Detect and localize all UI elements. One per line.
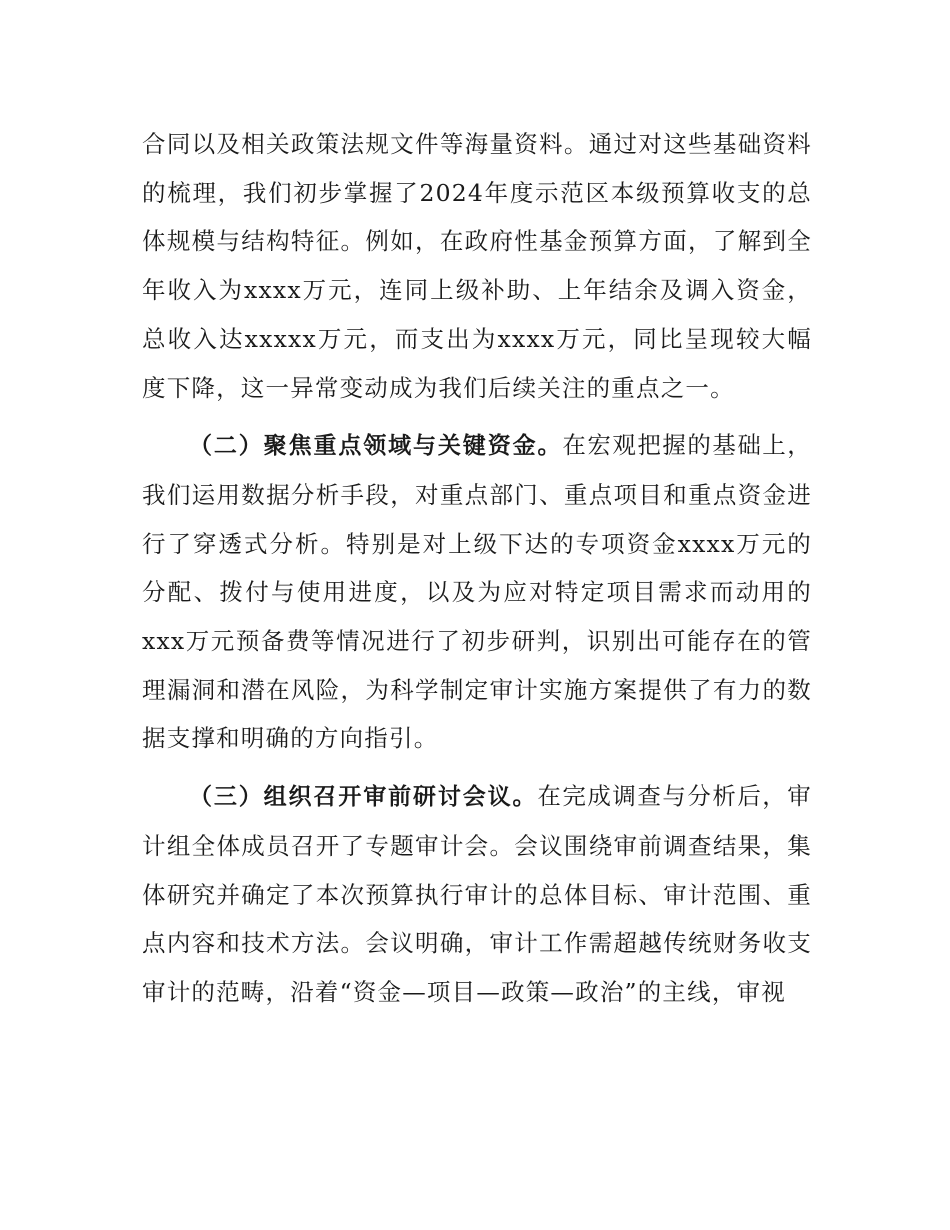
paragraph-continuation: [142, 120, 812, 412]
paragraph-text: 在完成调查与分析后，审计组全体成员召开了专题审计会。会议围绕审前调查结果，集体研究并确定了本次预算执行审计的总体目标、审计范围、重点内容和技术方法。会议明确，审计工作需超越传统财务收支审计的范畴，沿着“资金—项目—政策—政治”的主线，审视: [142, 782, 812, 1006]
paragraph-text: 在宏观把握的基础上，我们运用数据分析手段，对重点部门、重点项目和重点资金进行了穿透式分析。特别是对上级下达的专项资金xxxx万元的分配、拨付与使用进度，以及为应对特定项目需求而动用的xxx万元预备费等情况进行了初步研判，识别出可能存在的管理漏洞和潜在风险，为科学制定审计实施方案提供了有力的数据支撑和明确的方向指引。: [142, 431, 812, 753]
paragraph-section-3: [142, 772, 812, 1017]
document-body: [142, 120, 812, 1017]
paragraph-text: 合同以及相关政策法规文件等海量资料。通过对这些基础资料的梳理，我们初步掌握了2024年度示范区本级预算收支的总体规模与结构特征。例如，在政府性基金预算方面，了解到全年收入为xxxx万元，连同上级补助、上年结余及调入资金，总收入达xxxxx万元，而支出为xxxx万元，同比呈现较大幅度下降，这一异常变动成为我们后续关注的重点之一。: [142, 130, 812, 402]
section-heading: （三）组织召开审前研讨会议。: [189, 784, 538, 811]
section-heading: （二）聚焦重点领域与关键资金。: [189, 433, 563, 460]
paragraph-section-2: [142, 421, 812, 763]
